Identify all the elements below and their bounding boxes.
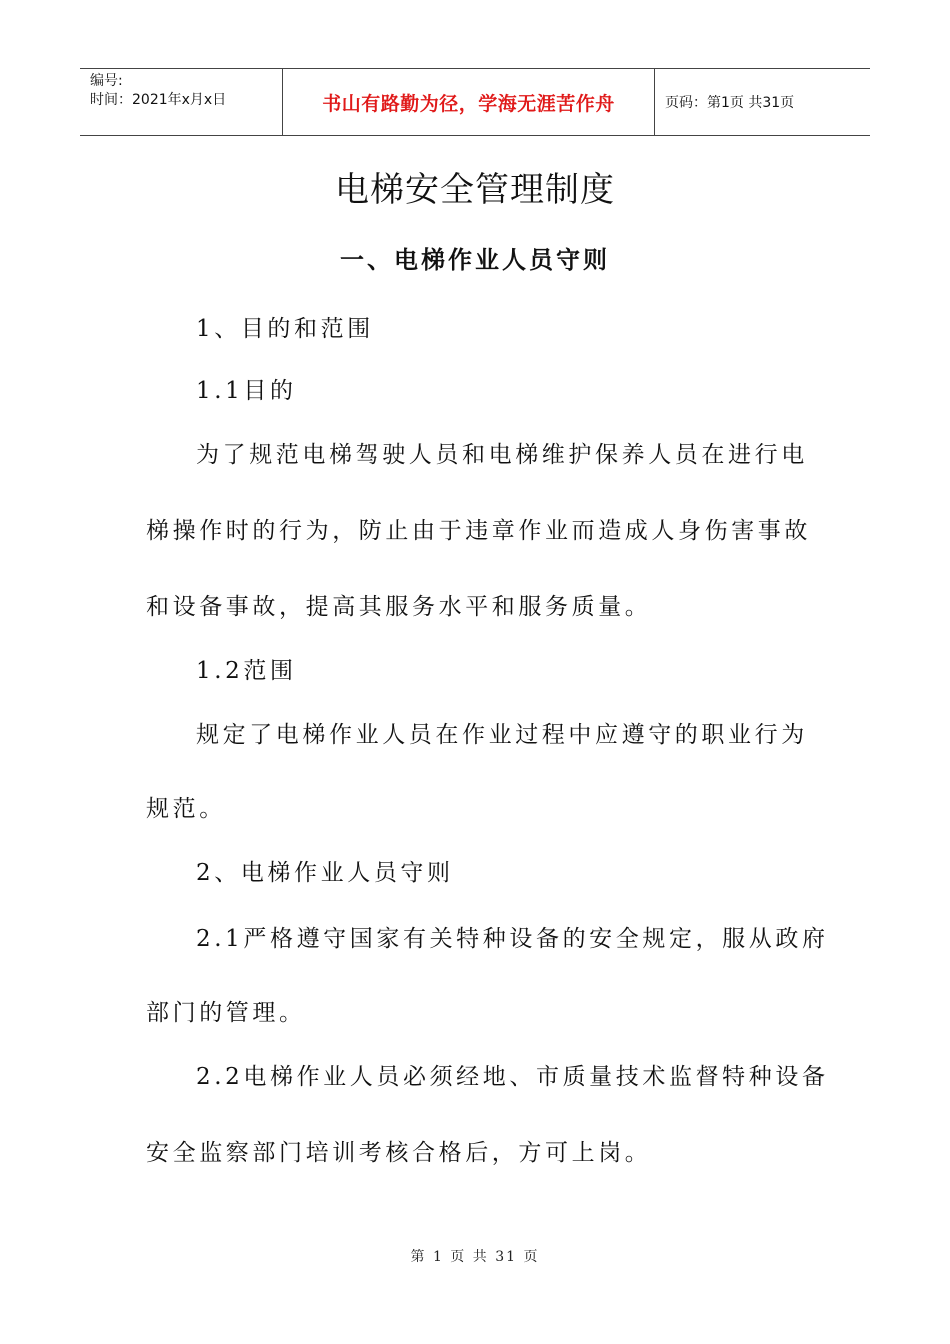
paragraph-line: 2、电梯作业人员守则 <box>196 860 454 886</box>
header-page-cell <box>655 69 870 135</box>
number-label: 编号: <box>90 73 123 89</box>
paragraph-line: 部门的管理。 <box>146 1000 306 1026</box>
header-table <box>80 68 870 136</box>
motto-text: 书山有路勤为径，学海无涯苦作舟 <box>322 92 615 115</box>
paragraph-line: 2.2电梯作业人员必须经地、市质量技术监督特种设备 <box>196 1064 829 1090</box>
page-footer: 第 1 页 共 31 页 <box>410 1249 540 1265</box>
date-label: 时间：2021年x月x日 <box>90 92 227 108</box>
paragraph-line: 和设备事故，提高其服务水平和服务质量。 <box>146 594 652 620</box>
page-info: 页码：第1页 共31页 <box>665 95 795 111</box>
paragraph-line: 1.1目的 <box>196 378 297 404</box>
paragraph-line: 为了规范电梯驾驶人员和电梯维护保养人员在进行电 <box>196 442 808 468</box>
header-motto-cell <box>282 69 655 135</box>
header-left-cell <box>80 69 282 135</box>
paragraph-line: 规范。 <box>146 796 226 822</box>
paragraph-line: 2.1严格遵守国家有关特种设备的安全规定，服从政府 <box>196 926 829 952</box>
paragraph-line: 规定了电梯作业人员在作业过程中应遵守的职业行为 <box>196 722 808 748</box>
paragraph-line: 1、目的和范围 <box>196 316 374 342</box>
paragraph-line: 安全监察部门培训考核合格后，方可上岗。 <box>146 1140 652 1166</box>
paragraph-line: 1.2范围 <box>196 658 297 684</box>
document-title: 电梯安全管理制度 <box>335 170 615 210</box>
section-title: 一、电梯作业人员守则 <box>340 246 610 274</box>
paragraph-line: 梯操作时的行为，防止由于违章作业而造成人身伤害事故 <box>146 518 811 544</box>
